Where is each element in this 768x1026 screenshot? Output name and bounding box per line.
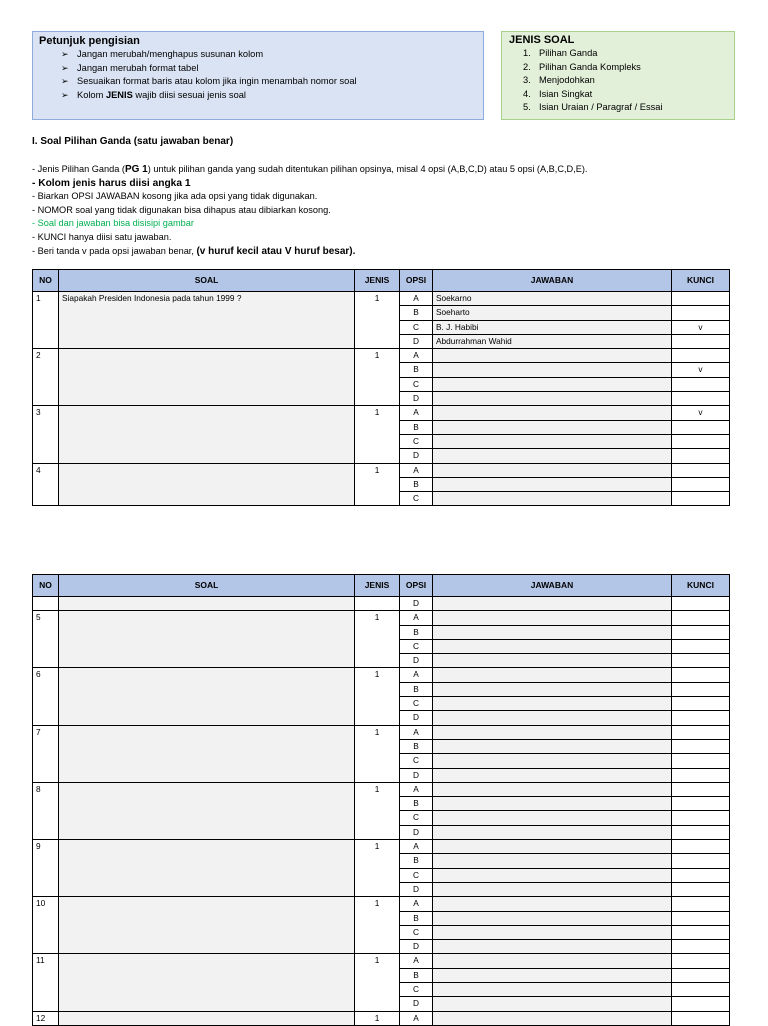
option-letter-cell: B: [400, 625, 433, 639]
answer-key-cell[interactable]: [672, 711, 730, 725]
answer-cell[interactable]: [433, 477, 672, 491]
question-type-cell[interactable]: 1: [355, 954, 400, 1011]
answer-key-cell[interactable]: [672, 697, 730, 711]
arrow-bullet-icon: ➢: [61, 76, 69, 86]
answer-cell[interactable]: [433, 711, 672, 725]
answer-cell[interactable]: [433, 782, 672, 796]
answer-cell[interactable]: [433, 377, 672, 391]
answer-key-cell[interactable]: [672, 825, 730, 839]
answer-cell[interactable]: [433, 868, 672, 882]
question-type-cell[interactable]: 1: [355, 668, 400, 725]
question-text-cell[interactable]: [59, 725, 355, 782]
answer-key-cell[interactable]: [672, 897, 730, 911]
option-letter-cell: A: [400, 292, 433, 306]
note-line: - NOMOR soal yang tidak digunakan bisa dihapus atau dibiarkan kosong.: [32, 204, 331, 215]
option-letter-cell: A: [400, 463, 433, 477]
option-letter-cell: C: [400, 639, 433, 653]
answer-key-cell[interactable]: [672, 377, 730, 391]
answer-cell[interactable]: [433, 363, 672, 377]
option-letter-cell: A: [400, 611, 433, 625]
answer-cell[interactable]: [433, 739, 672, 753]
answer-cell[interactable]: [433, 406, 672, 420]
header-jawaban: JAWABAN: [433, 270, 672, 292]
instructions-title: Petunjuk pengisian: [39, 35, 140, 47]
answer-key-cell[interactable]: [672, 768, 730, 782]
answer-key-cell[interactable]: [672, 954, 730, 968]
option-letter-cell: D: [400, 940, 433, 954]
answer-key-cell[interactable]: [672, 1011, 730, 1025]
answer-cell[interactable]: [433, 349, 672, 363]
answer-cell[interactable]: [433, 463, 672, 477]
note-line: - Jenis Pilihan Ganda (PG 1) untuk pilihan ganda yang sudah ditentukan pilihan opsinya, misal 4 opsi (A,B,C,D) atau 5 opsi (A,B,C,D,E).: [32, 164, 588, 175]
answer-cell[interactable]: [433, 611, 672, 625]
question-number-cell[interactable]: 9: [33, 840, 59, 897]
answer-key-cell[interactable]: [672, 334, 730, 348]
question-number-cell[interactable]: 3: [33, 406, 59, 463]
question-number-cell[interactable]: 11: [33, 954, 59, 1011]
option-letter-cell: D: [400, 825, 433, 839]
question-type-cell[interactable]: 1: [355, 349, 400, 406]
question-number-cell[interactable]: 4: [33, 463, 59, 506]
answer-key-cell[interactable]: [672, 854, 730, 868]
answer-key-cell[interactable]: [672, 625, 730, 639]
question-text-cell[interactable]: [59, 897, 355, 954]
note-line: - Biarkan OPSI JAWABAN kosong jika ada opsi yang tidak digunakan.: [32, 191, 318, 202]
answer-key-cell[interactable]: [672, 739, 730, 753]
answer-key-cell[interactable]: v: [672, 406, 730, 420]
question-text-cell[interactable]: [59, 840, 355, 897]
question-text-cell[interactable]: [59, 349, 355, 406]
header-kunci: KUNCI: [672, 270, 730, 292]
question-type-cell[interactable]: 1: [355, 897, 400, 954]
option-letter-cell: B: [400, 797, 433, 811]
answer-cell[interactable]: [433, 854, 672, 868]
option-letter-cell: A: [400, 954, 433, 968]
answer-cell[interactable]: [433, 639, 672, 653]
answer-cell[interactable]: [433, 968, 672, 982]
arrow-bullet-icon: ➢: [61, 49, 69, 59]
answer-key-cell[interactable]: [672, 349, 730, 363]
answer-key-cell[interactable]: [672, 725, 730, 739]
option-letter-cell: C: [400, 811, 433, 825]
answer-cell[interactable]: [433, 825, 672, 839]
table-row: [33, 292, 730, 306]
answer-cell[interactable]: Soeharto: [433, 306, 672, 320]
answer-cell[interactable]: [433, 597, 672, 611]
question-number-cell[interactable]: 1: [33, 292, 59, 349]
option-letter-cell: A: [400, 1011, 433, 1025]
option-letter-cell: C: [400, 377, 433, 391]
answer-key-cell[interactable]: [672, 797, 730, 811]
option-letter-cell: B: [400, 477, 433, 491]
arrow-bullet-icon: ➢: [61, 62, 69, 73]
header-no: NO: [33, 575, 59, 597]
jenis-item: 5. Isian Uraian / Paragraf / Essai: [523, 102, 663, 112]
jenis-item: 2. Pilihan Ganda Kompleks: [523, 61, 641, 72]
question-text-cell[interactable]: [59, 782, 355, 839]
header-soal: SOAL: [59, 575, 355, 597]
note-line: - Kolom jenis harus diisi angka 1: [32, 177, 191, 189]
option-letter-cell: C: [400, 868, 433, 882]
answer-cell[interactable]: [433, 420, 672, 434]
option-letter-cell: B: [400, 363, 433, 377]
option-letter-cell: C: [400, 492, 433, 506]
answer-cell[interactable]: Soekarno: [433, 292, 672, 306]
question-number-cell[interactable]: 5: [33, 611, 59, 668]
option-letter-cell: A: [400, 782, 433, 796]
answer-cell[interactable]: [433, 925, 672, 939]
answer-key-cell[interactable]: [672, 940, 730, 954]
question-type-cell[interactable]: [355, 597, 400, 611]
question-type-cell[interactable]: 1: [355, 406, 400, 463]
answer-cell[interactable]: Abdurrahman Wahid: [433, 334, 672, 348]
answer-key-cell[interactable]: [672, 754, 730, 768]
answer-cell[interactable]: B. J. Habibi: [433, 320, 672, 334]
table-row: [33, 597, 730, 611]
option-letter-cell: A: [400, 406, 433, 420]
jenis-item: 3. Menjodohkan: [523, 75, 595, 85]
answer-cell[interactable]: [433, 682, 672, 696]
answer-key-cell[interactable]: [672, 911, 730, 925]
table-row: [33, 668, 730, 682]
answer-cell[interactable]: [433, 811, 672, 825]
question-table: [32, 574, 730, 1026]
table-row: [33, 611, 730, 625]
instruction-item: ➢ Kolom JENIS wajib diisi sesuai jenis soal: [61, 89, 477, 103]
answer-key-cell[interactable]: v: [672, 320, 730, 334]
answer-key-cell[interactable]: [672, 882, 730, 896]
question-type-cell[interactable]: 1: [355, 463, 400, 506]
option-letter-cell: A: [400, 349, 433, 363]
instructions-box: [32, 31, 484, 120]
answer-key-cell[interactable]: [672, 968, 730, 982]
answer-key-cell[interactable]: v: [672, 363, 730, 377]
question-type-cell[interactable]: 1: [355, 782, 400, 839]
jenis-soal-title: JENIS SOAL: [509, 34, 575, 46]
jenis-item: 4. Isian Singkat: [523, 88, 593, 99]
answer-cell[interactable]: [433, 392, 672, 406]
question-number-cell[interactable]: 7: [33, 725, 59, 782]
answer-key-cell[interactable]: [672, 420, 730, 434]
answer-cell[interactable]: [433, 897, 672, 911]
instruction-item: ➢ Sesuaikan format baris atau kolom jika ingin menambah nomor soal: [61, 75, 477, 89]
answer-cell[interactable]: [433, 668, 672, 682]
question-text-cell[interactable]: Siapakah Presiden Indonesia pada tahun 1999 ?: [59, 292, 355, 349]
answer-key-cell[interactable]: [672, 611, 730, 625]
question-number-cell[interactable]: 8: [33, 782, 59, 839]
answer-key-cell[interactable]: [672, 997, 730, 1011]
instructions-list: [39, 48, 477, 102]
header-soal: SOAL: [59, 270, 355, 292]
option-letter-cell: D: [400, 334, 433, 348]
notes-block: [32, 163, 587, 258]
answer-key-cell[interactable]: [672, 840, 730, 854]
option-letter-cell: C: [400, 983, 433, 997]
question-number-cell[interactable]: 10: [33, 897, 59, 954]
option-letter-cell: D: [400, 768, 433, 782]
option-letter-cell: C: [400, 697, 433, 711]
answer-cell[interactable]: [433, 882, 672, 896]
option-letter-cell: C: [400, 434, 433, 448]
option-letter-cell: B: [400, 306, 433, 320]
option-letter-cell: D: [400, 392, 433, 406]
jenis-soal-box: [501, 31, 735, 120]
answer-key-cell[interactable]: [672, 306, 730, 320]
option-letter-cell: D: [400, 654, 433, 668]
option-letter-cell: C: [400, 754, 433, 768]
answer-key-cell[interactable]: [672, 782, 730, 796]
table-row: [33, 406, 730, 420]
instruction-item: ➢ Jangan merubah/menghapus susunan kolom: [61, 48, 477, 62]
answer-cell[interactable]: [433, 434, 672, 448]
table-header-row: [33, 575, 730, 597]
jenis-item: 1. Pilihan Ganda: [523, 48, 598, 58]
answer-cell[interactable]: [433, 940, 672, 954]
answer-cell[interactable]: [433, 1011, 672, 1025]
answer-key-cell[interactable]: [672, 463, 730, 477]
answer-key-cell[interactable]: [672, 477, 730, 491]
answer-cell[interactable]: [433, 840, 672, 854]
answer-key-cell[interactable]: [672, 811, 730, 825]
option-letter-cell: B: [400, 739, 433, 753]
table-row: [33, 725, 730, 739]
table-row: [33, 897, 730, 911]
header-jawaban: JAWABAN: [433, 575, 672, 597]
answer-cell[interactable]: [433, 492, 672, 506]
table-row: [33, 1011, 730, 1025]
answer-key-cell[interactable]: [672, 392, 730, 406]
answer-key-cell[interactable]: [672, 983, 730, 997]
table-row: [33, 349, 730, 363]
question-type-cell[interactable]: 1: [355, 611, 400, 668]
question-text-cell[interactable]: [59, 463, 355, 506]
header-no: NO: [33, 270, 59, 292]
answer-key-cell[interactable]: [672, 449, 730, 463]
question-text-cell[interactable]: [59, 668, 355, 725]
answer-cell[interactable]: [433, 983, 672, 997]
option-letter-cell: B: [400, 854, 433, 868]
question-text-cell[interactable]: [59, 1011, 355, 1025]
answer-cell[interactable]: [433, 725, 672, 739]
option-letter-cell: C: [400, 320, 433, 334]
note-line: - KUNCI hanya diisi satu jawaban.: [32, 231, 172, 242]
option-letter-cell: D: [400, 597, 433, 611]
question-number-cell[interactable]: 2: [33, 349, 59, 406]
option-letter-cell: B: [400, 420, 433, 434]
table-header-row: [33, 270, 730, 292]
answer-cell[interactable]: [433, 625, 672, 639]
question-text-cell[interactable]: [59, 611, 355, 668]
option-letter-cell: D: [400, 997, 433, 1011]
question-number-cell[interactable]: 6: [33, 668, 59, 725]
answer-key-cell[interactable]: [672, 654, 730, 668]
question-table: [32, 269, 730, 506]
answer-key-cell[interactable]: [672, 639, 730, 653]
answer-cell[interactable]: [433, 768, 672, 782]
answer-key-cell[interactable]: [672, 597, 730, 611]
answer-cell[interactable]: [433, 449, 672, 463]
answer-cell[interactable]: [433, 911, 672, 925]
answer-cell[interactable]: [433, 997, 672, 1011]
answer-cell[interactable]: [433, 654, 672, 668]
question-text-cell[interactable]: [59, 406, 355, 463]
option-letter-cell: A: [400, 725, 433, 739]
note-line: - Beri tanda v pada opsi jawaban benar, (v huruf kecil atau V huruf besar).: [32, 245, 356, 257]
option-letter-cell: B: [400, 682, 433, 696]
answer-cell[interactable]: [433, 797, 672, 811]
option-letter-cell: B: [400, 968, 433, 982]
answer-key-cell[interactable]: [672, 292, 730, 306]
header-kunci: KUNCI: [672, 575, 730, 597]
header-jenis: JENIS: [355, 575, 400, 597]
option-letter-cell: D: [400, 711, 433, 725]
answer-cell[interactable]: [433, 697, 672, 711]
note-line: - Soal dan jawaban bisa disisipi gambar: [32, 218, 194, 229]
answer-key-cell[interactable]: [672, 868, 730, 882]
question-text-cell[interactable]: [59, 597, 355, 611]
answer-key-cell[interactable]: [672, 492, 730, 506]
question-type-cell[interactable]: 1: [355, 725, 400, 782]
instruction-item: ➢ Jangan merubah format tabel: [61, 62, 477, 76]
option-letter-cell: B: [400, 911, 433, 925]
answer-key-cell[interactable]: [672, 668, 730, 682]
answer-cell[interactable]: [433, 954, 672, 968]
table-row: [33, 954, 730, 968]
question-type-cell[interactable]: 1: [355, 292, 400, 349]
arrow-bullet-icon: ➢: [61, 89, 69, 100]
option-letter-cell: D: [400, 882, 433, 896]
answer-key-cell[interactable]: [672, 434, 730, 448]
option-letter-cell: A: [400, 840, 433, 854]
header-jenis: JENIS: [355, 270, 400, 292]
question-number-cell[interactable]: 12: [33, 1011, 59, 1025]
header-opsi: OPSI: [400, 270, 433, 292]
answer-key-cell[interactable]: [672, 682, 730, 696]
answer-key-cell[interactable]: [672, 925, 730, 939]
table-row: [33, 463, 730, 477]
answer-cell[interactable]: [433, 754, 672, 768]
header-opsi: OPSI: [400, 575, 433, 597]
table-row: [33, 840, 730, 854]
option-letter-cell: D: [400, 449, 433, 463]
question-text-cell[interactable]: [59, 954, 355, 1011]
option-letter-cell: A: [400, 897, 433, 911]
jenis-soal-list: [509, 47, 727, 115]
page-break: [0, 507, 768, 574]
table-row: [33, 782, 730, 796]
question-type-cell[interactable]: 1: [355, 1011, 400, 1025]
question-type-cell[interactable]: 1: [355, 840, 400, 897]
question-number-cell[interactable]: [33, 597, 59, 611]
section-title: I. Soal Pilihan Ganda (satu jawaban benar): [32, 136, 234, 147]
option-letter-cell: A: [400, 668, 433, 682]
option-letter-cell: C: [400, 925, 433, 939]
